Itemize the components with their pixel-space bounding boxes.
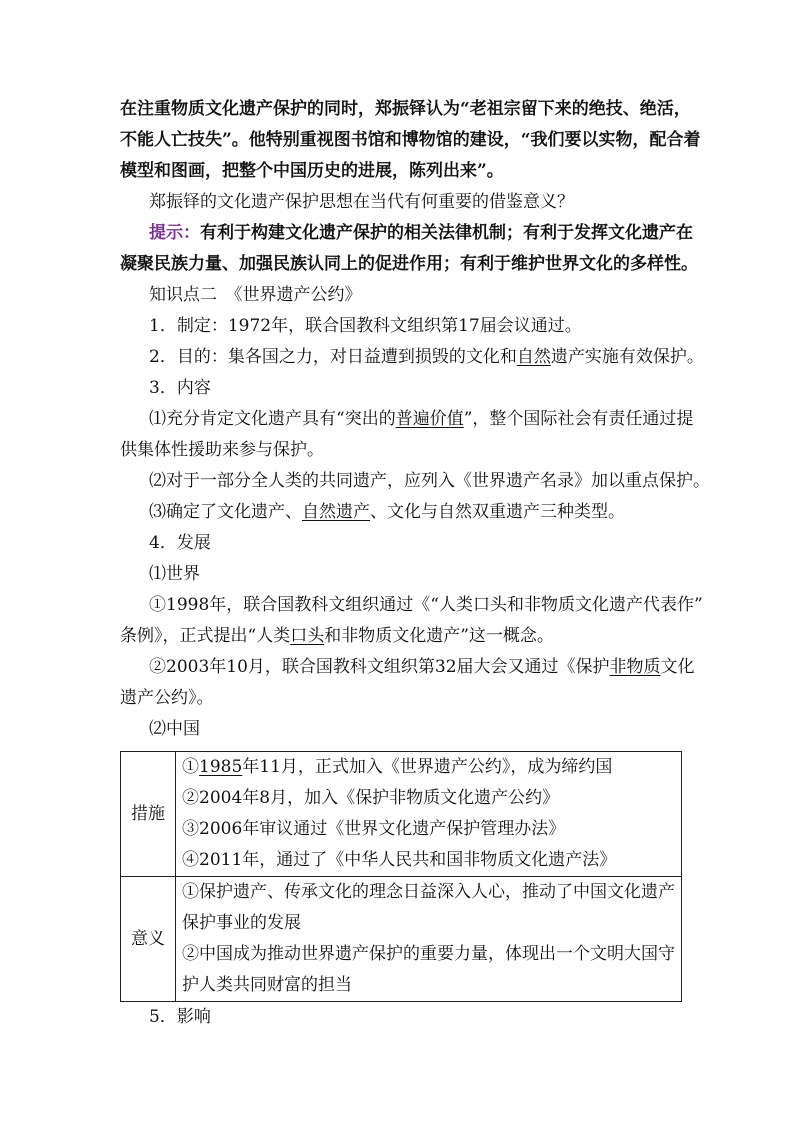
underlined-term: 口头 xyxy=(290,626,325,646)
hint-label: 提示： xyxy=(149,223,200,243)
development-item-continued xyxy=(120,621,678,652)
underlined-term: 普遍价值 xyxy=(395,409,464,429)
china-table xyxy=(120,751,682,1002)
table-line: ①保护遗产、传承文化的理念日益深入人心，推动了中国文化遗产 xyxy=(182,882,675,902)
section-title: 知识点二 《世界遗产公约》 xyxy=(149,285,362,305)
table-line: ②中国成为推动世界遗产保护的重要力量，体现出一个文明大国守 xyxy=(182,944,675,964)
development-item xyxy=(120,652,695,683)
text-run: ⑶确定了文化遗产、 xyxy=(149,502,302,522)
development-item: ①1998年，联合国教科文组织通过《“人类口头和非物质文化遗产代表作” xyxy=(149,595,703,615)
list-item: 3．内容 xyxy=(149,378,211,398)
table-line xyxy=(182,752,675,783)
table-cell xyxy=(176,877,682,1002)
underlined-term: 自然遗产 xyxy=(302,502,370,522)
underlined-term: 1985 xyxy=(199,757,243,777)
development-item-continued: 遗产公约》。 xyxy=(120,688,214,708)
document-body xyxy=(120,94,710,1033)
content-item-continued: 供集体性援助来参与保护。 xyxy=(120,440,324,460)
text-run: 文化 xyxy=(660,657,695,677)
table-line: 保护事业的发展 xyxy=(182,913,301,933)
list-item: 1．制定：1972年，联合国教科文组织第17届会议通过。 xyxy=(149,316,582,336)
text-run: ① xyxy=(182,757,199,777)
content-item: ⑵对于一部分全人类的共同遗产，应列入《世界遗产名录》加以重点保护。 xyxy=(149,471,710,491)
text-run: ②2003年10月，联合国教科文组织第32届大会又通过《保护 xyxy=(149,657,610,677)
text-run: 条例》，正式提出“人类 xyxy=(120,626,291,646)
table-row xyxy=(121,877,682,1002)
list-item xyxy=(120,342,704,373)
content-item xyxy=(120,404,694,435)
text-run: 和非物质文化遗产”这一概念。 xyxy=(324,626,554,646)
table-row-header: 措施 xyxy=(121,752,176,877)
sub-heading: ⑵中国 xyxy=(149,719,200,739)
table-cell xyxy=(176,752,682,877)
table-row xyxy=(121,752,682,877)
table-row-header: 意义 xyxy=(121,877,176,1002)
text-run: ”，整个国际社会有责任通过提 xyxy=(463,409,694,429)
text-run: 年11月，正式加入《世界遗产公约》，成为缔约国 xyxy=(242,757,613,777)
hint-line: 凝聚民族力量、加强民族认同上的促进作用；有利于维护世界文化的多样性。 xyxy=(120,254,698,274)
text-run: 2．目的：集各国之力，对日益遭到损毁的文化和 xyxy=(149,347,517,367)
paragraph-line: 不能人亡技失”。他特别重视图书馆和博物馆的建设，“我们要以实物，配合着 xyxy=(120,130,701,150)
table-line: ④2011年，通过了《中华人民共和国非物质文化遗产法》 xyxy=(182,850,617,870)
text-run: ⑴充分肯定文化遗产具有“突出的 xyxy=(149,409,396,429)
text-run: 遗产实施有效保护。 xyxy=(550,347,704,367)
question-text: 郑振铎的文化遗产保护思想在当代有何重要的借鉴意义？ xyxy=(149,192,574,212)
table-line: ③2006年审议通过《世界文化遗产保护管理办法》 xyxy=(182,819,566,839)
list-item: 4．发展 xyxy=(149,533,211,553)
hint-line xyxy=(120,218,693,249)
text-run: 、文化与自然双重遗产三种类型。 xyxy=(370,502,625,522)
underlined-term: 非物质 xyxy=(609,657,661,677)
content-item xyxy=(120,497,678,528)
hint-text: 有利于构建文化遗产保护的相关法律机制；有利于发挥文化遗产在 xyxy=(200,223,693,243)
paragraph-line: 模型和图画，把整个中国历史的进展，陈列出来”。 xyxy=(120,161,504,181)
table-line: ②2004年8月，加入《保护非物质文化遗产公约》 xyxy=(182,788,560,808)
table-line: 护人类共同财富的担当 xyxy=(182,975,352,995)
paragraph-line: 在注重物质文化遗产保护的同时，郑振铎认为“老祖宗留下来的绝技、绝活， xyxy=(120,99,691,119)
underlined-term: 自然 xyxy=(516,347,551,367)
sub-heading: ⑴世界 xyxy=(149,564,200,584)
list-item: 5．影响 xyxy=(149,1007,211,1027)
